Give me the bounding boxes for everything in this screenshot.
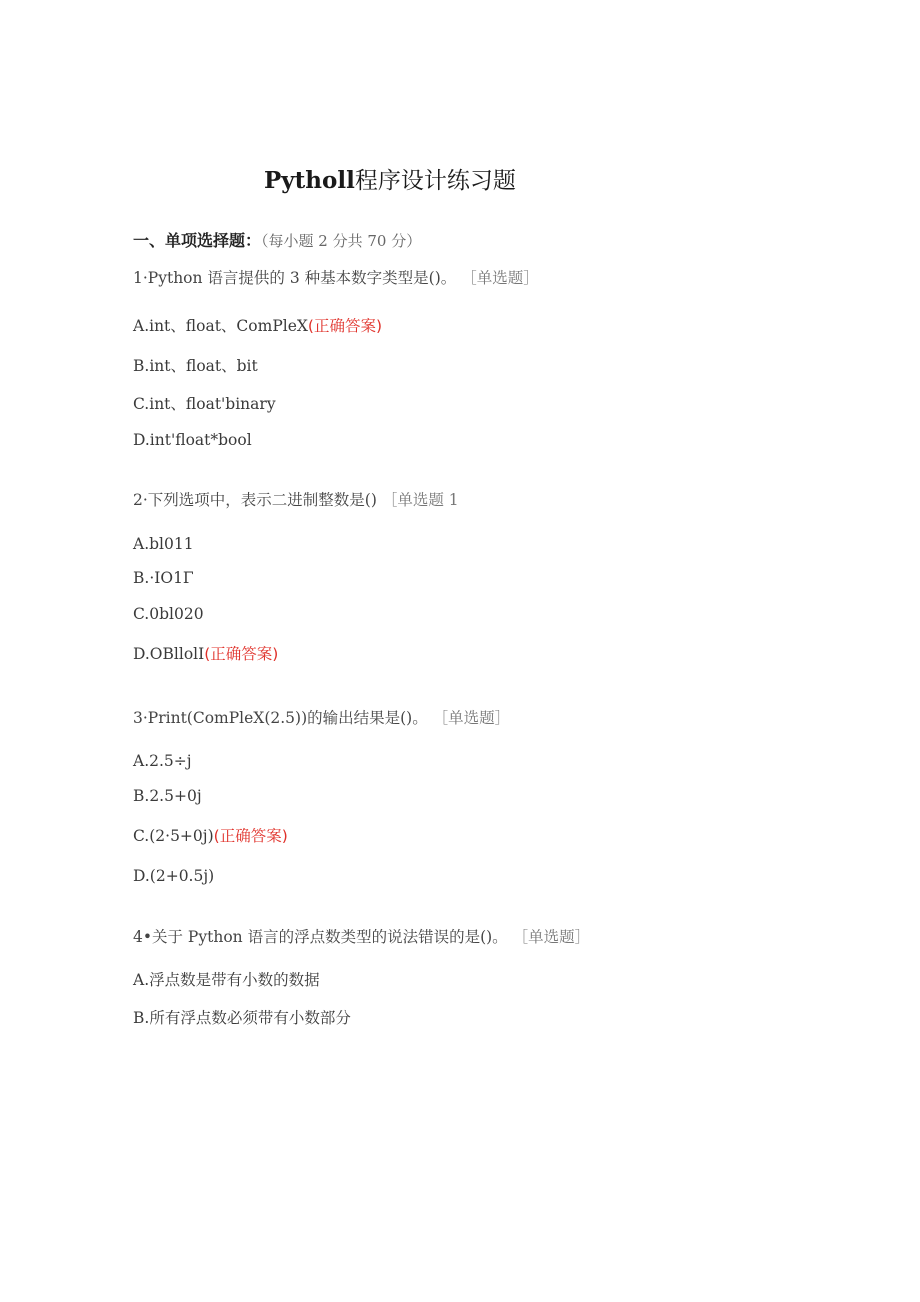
question-4-option-b: B.所有浮点数必须带有小数部分 [133,1009,351,1027]
question-2-option-b: B.·IO1Γ [133,569,194,587]
question-4-stem: 4•关于 Python 语言的浮点数类型的说法错误的是()。 ［单选题］ [133,928,591,946]
question-3-option-a: A.2.5÷j [133,752,192,770]
correct-answer-mark: (正确答案) [307,317,383,335]
question-1-option-d: D.int'float*bool [133,431,252,449]
question-1-option-a: A.int、float、ComPleX(正确答案) [133,317,383,335]
question-2-option-d: D.OBllolI(正确答案) [133,645,279,663]
question-2-stem: 2·下列选项中，表示二进制整数是() ［单选题 1 [133,491,459,509]
question-3-option-c: C.(2·5+0j)(正确答案) [133,827,288,845]
section-title: 一、单项选择题： [133,231,262,250]
question-1-stem: 1·Python 语言提供的 3 种基本数字类型是()。 ［单选题］ [133,269,539,287]
section-scoring-note: （每小题 2 分共 70 分） [261,232,422,250]
question-2-option-c: C.0bl020 [133,605,204,623]
question-type: ［单选题］ [512,928,591,946]
question-type: ［单选题］ [461,269,539,287]
section-heading [133,228,421,251]
question-2-option-a: A.bl011 [133,535,194,553]
question-3-stem: 3·Print(ComPleX(2.5))的输出结果是()。 ［单选题］ [133,709,511,727]
question-3-option-d: D.(2+0.5j) [133,867,215,885]
question-1-option-c: C.int、float'binary [133,395,276,413]
question-1-option-b: B.int、float、bit [133,357,258,375]
question-type: ［单选题］ [432,709,511,727]
question-type: ［单选题 1 [381,491,459,509]
page-title [264,162,516,195]
title-chinese: 程序设计练习题 [354,168,516,194]
question-4-option-a: A.浮点数是带有小数的数据 [133,971,320,989]
title-english: Pytholl [264,167,355,194]
correct-answer-mark: (正确答案) [213,827,288,845]
question-3-option-b: B.2.5+0j [133,787,202,805]
correct-answer-mark: (正确答案) [204,645,279,663]
